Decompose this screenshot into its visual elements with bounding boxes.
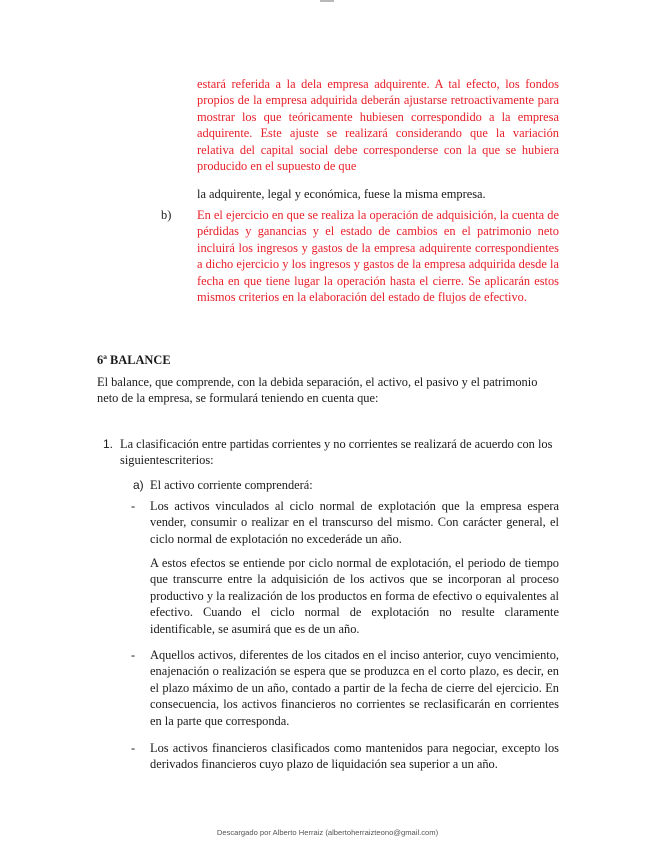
dash-item-continuation: A estos efectos se entiende por ciclo normal de explotación, el periodo de tiempo que transcurre entre la adquisición de los activos que se incorporan al proceso productivo y la realización de los productos en forma de efectivo o equivalentes al efectivo. Cuando el ciclo normal de explotación no resulte claramente identificable, se asumirá que es de un año. [150, 556, 559, 636]
dash-item-text: Los activos financieros clasificados como mantenidos para negociar, excepto los derivados financieros cuyo plazo de liquidación sea superior a un año. [150, 741, 559, 772]
continuation-paragraph: estará referida a la dela empresa adquirente. A tal efecto, los fondos propios de la empresa adquirida deberán ajustarse retroactivamente para mostrar los que teóricamente hubiesen correspondido a la empresa adquirente. Este ajuste se realizará considerando que la variación relativa del capital social debe corresponderse con la que se hubiera producido en el supuesto de que [197, 77, 559, 174]
dash-marker: - [131, 499, 136, 513]
dash-item-text: Aquellos activos, diferentes de los citados en el inciso anterior, cuyo vencimiento, enajenación o realización se espera que se produzca en el corto plazo, es decir, en el plazo máximo de un año, contado a partir de la fecha de cierre del ejercicio. En consecuencia, los activos financieros no corrientes se reclasificarán en corrientes en la parte que corresponda. [150, 648, 559, 728]
numbered-item-1-text: La clasificación entre partidas corrientes y no corrientes se realizará de acuerdo con los siguientescriterios: [120, 437, 553, 468]
dash-marker: - [131, 741, 136, 755]
section-intro: El balance, que comprende, con la debida separación, el activo, el pasivo y el patrimonio neto de la empresa, se formulará teniendo en cuenta que: [97, 375, 538, 406]
section-heading: 6ª BALANCE [97, 353, 171, 367]
continuation-paragraph-end: la adquirente, legal y económica, fuese la misma empresa. [197, 187, 486, 201]
dash-marker: - [131, 648, 136, 662]
numbered-marker-1: 1. [103, 437, 114, 451]
list-marker-b: b) [161, 208, 172, 222]
page-top-marker [320, 0, 334, 2]
dash-item-text: Los activos vinculados al ciclo normal de explotación que la empresa espera vender, consumir o realizar en el transcurso del mismo. Con carácter general, el ciclo normal de explotación no excederáde un año. [150, 499, 559, 546]
list-item-b-text: En el ejercicio en que se realiza la operación de adquisición, la cuenta de pérdidas y ganancias y el estado de cambios en el patrimonio neto incluirá los ingresos y gastos de la empresa adquirente correspondientes a dicho ejercicio y los ingresos y gastos de la empresa adquirida desde la fecha en que tiene lugar la operación hasta el cierre. Se aplicarán estos mismos criterios en la elaboración del estado de flujos de efectivo. [197, 208, 559, 305]
download-footer: Descargado por Alberto Herraiz (albertoherraizteono@gmail.com) [216, 828, 439, 837]
sub-marker-a: a) [133, 478, 144, 492]
sub-item-a-text: El activo corriente comprenderá: [150, 478, 313, 492]
